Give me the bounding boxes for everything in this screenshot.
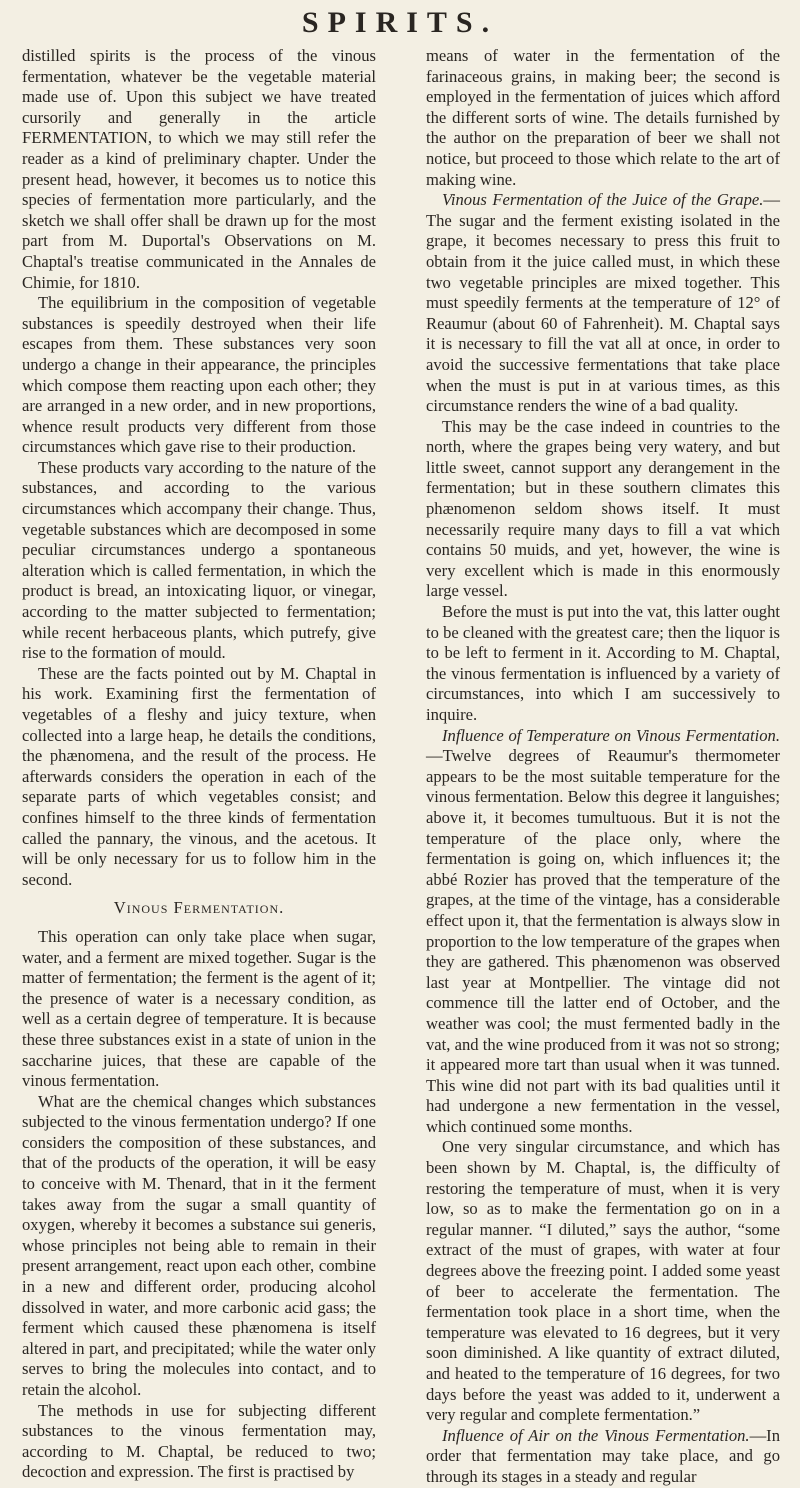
inline-heading: Influence of Air on the Vinous Fermentation. (442, 1425, 750, 1445)
paragraph: distilled spirits is the process of the vinous fermentation, whatever be the vegetable material made use of. Upon this subject we have treated cursorily and generally in the article FERMENTATION, to which we may still refer the reader as a kind of preliminary chapter. Under the present head, however, it becomes us to notice this species of fermentation more particularly, and the sketch we shall offer shall be drawn up for the most part from M. Duportal's Observations on M. Chaptal's treatise communicated in the Annales de Chimie, for 1810. (22, 46, 376, 292)
paragraph: The methods in use for subjecting different substances to the vinous fermentation may, according to M. Chaptal, be reduced to two; decoction and expression. The first is practised by (22, 1400, 376, 1482)
inline-heading: Vinous Fermentation of the Juice of the Grape. (442, 190, 764, 210)
page-header: SPIRITS. (301, 6, 499, 39)
paragraph: These products vary according to the nature of the substances, and according to the various circumstances which accompany their change. Thus, vegetable substances which are decomposed in some peculiar circumstances undergo a spontaneous alteration which is called fermentation, in which the product is bread, an intoxicating liquor, or vinegar, according to the matter subjected to fermentation; while recent herbaceous plants, which putrefy, give rise to the formation of mould. (22, 457, 376, 663)
paragraph: means of water in the fermentation of the farinaceous grains, in making beer; the second is employed in the fermentation of juices which afford the different sorts of wine. The details furnished by the author on the preparation of beer we shall not notice, but proceed to those which relate to the art of making wine. (426, 46, 780, 189)
paragraph-text: —Twelve degrees of Reaumur's thermometer appears to be the most suitable temperature for the vinous fermentation. Below this degree it languishes; above it, it becomes tumultuous. But it is not the temperature of the place only, where the fermentation is going on, which influences it; the abbé Rozier has proved that the temperature of the grapes, at the time of the vintage, has a considerable effect upon it, that the fermentation is always slow in proportion to the low temperature of the grapes when they are gathered. This phænomenon was observed last year at Montpellier. The vintage did not commence till the latter end of October, and the weather was cool; the must fermented badly in the vat, and the wine produced from it was not so strong; it appeared more tart than usual when it was tunned. This wine did not part with its bad qualities until it had undergone a new fermentation in the vessel, which continued some months. (426, 746, 780, 1136)
paragraph: This operation can only take place when sugar, water, and a ferment are mixed together. Sugar is the matter of fermentation; the ferment is the agent of it; the presence of water is a necessary condition, as well as a certain degree of temperature. It is because these three substances exist in a state of union in the saccharine juices, that these are capable of the vinous fermentation. (22, 926, 376, 1091)
paragraph: This may be the case indeed in countries to the north, where the grapes being very watery, and but little sweet, cannot support any derangement in the fermentation; but in these southern climates this phænomenon seldom shows itself. It must necessarily require many days to fill a vat which contains 50 muids, and yet, however, the wine is very excellent which is made in this enormously large vessel. (426, 416, 780, 601)
inline-heading: Influence of Temperature on Vinous Fermentation. (442, 725, 780, 745)
paragraph (426, 190, 780, 417)
section-heading: Vinous Fermentation. (113, 898, 285, 918)
paragraph: What are the chemical changes which substances subjected to the vinous fermentation undergo? If one considers the composition of these substances, and that of the products of the operation, it will be easy to conceive with M. Thenard, that in it the ferment takes away from the sugar a small quantity of oxygen, whereby it becomes a substance sui generis, whose principles not being able to remain in their present arrangement, react upon each other, combine in a new and different order, producing alcohol dissolved in water, and more carbonic acid gass; the ferment which caused these phænomena is itself altered in part, and precipitated; while the water only serves to bring the molecules into contact, and to retain the alcohol. (22, 1091, 376, 1399)
paragraph (426, 1426, 780, 1488)
paragraph-text: — The sugar and the ferment existing isolated in the grape, it becomes necessary to press this fruit to obtain from it the juice called must, in which these two vegetable principles are mixed together. This must speedily ferments at the temperature of 12° of Reaumur (about 60 of Fahrenheit). M. Chaptal says it is necessary to fill the vat all at once, in order to avoid the successive fermentations that take place when the must is put in at various times, as this circumstance renders the wine of a bad quality. (426, 190, 780, 416)
paragraph: Before the must is put into the vat, this latter ought to be cleaned with the greatest care; then the liquor is to be left to ferment in it. According to M. Chaptal, the vinous fermentation is influenced by a variety of circumstances, into which I am successively to inquire. (426, 602, 780, 724)
paragraph (426, 726, 780, 1138)
left-column (22, 46, 376, 1482)
right-column (426, 46, 780, 1486)
paragraph: The equilibrium in the composition of vegetable substances is speedily destroyed when their life escapes from them. These substances very soon undergo a change in their appearance, the principles which compose them reacting upon each other; they are arranged in a new order, and in new proportions, whence result products very different from those circumstances which gave rise to their production. (22, 293, 376, 457)
paragraph-text: —In order that fermentation may take place, and go through its stages in a steady and regular (426, 1425, 780, 1486)
paragraph: These are the facts pointed out by M. Chaptal in his work. Examining first the fermentation of vegetables of a fleshy and juicy texture, when collected into a large heap, he details the conditions, the phænomena, and the result of the process. He afterwards considers the operation in each of the separate parts of which vegetables consist; and confines himself to the three kinds of fermentation called the pannary, the vinous, and the acetous. It will be only necessary for us to follow him in the second. (22, 663, 376, 889)
paragraph: One very singular circumstance, and which has been shown by M. Chaptal, is, the difficulty of restoring the temperature of must, when it is very low, so as to make the fermentation go on in a regular manner. “I diluted,” says the author, “some extract of the must of grapes, with water at four degrees above the freezing point. I added some yeast of beer to accelerate the fermentation. The fermentation took place in a short time, when the temperature was elevated to 16 degrees, but it very soon diminished. A like quantity of extract diluted, and heated to the temperature of 16 degrees, for two days before the yeast was added to it, underwent a very regular and complete fermentation.” (426, 1137, 780, 1425)
